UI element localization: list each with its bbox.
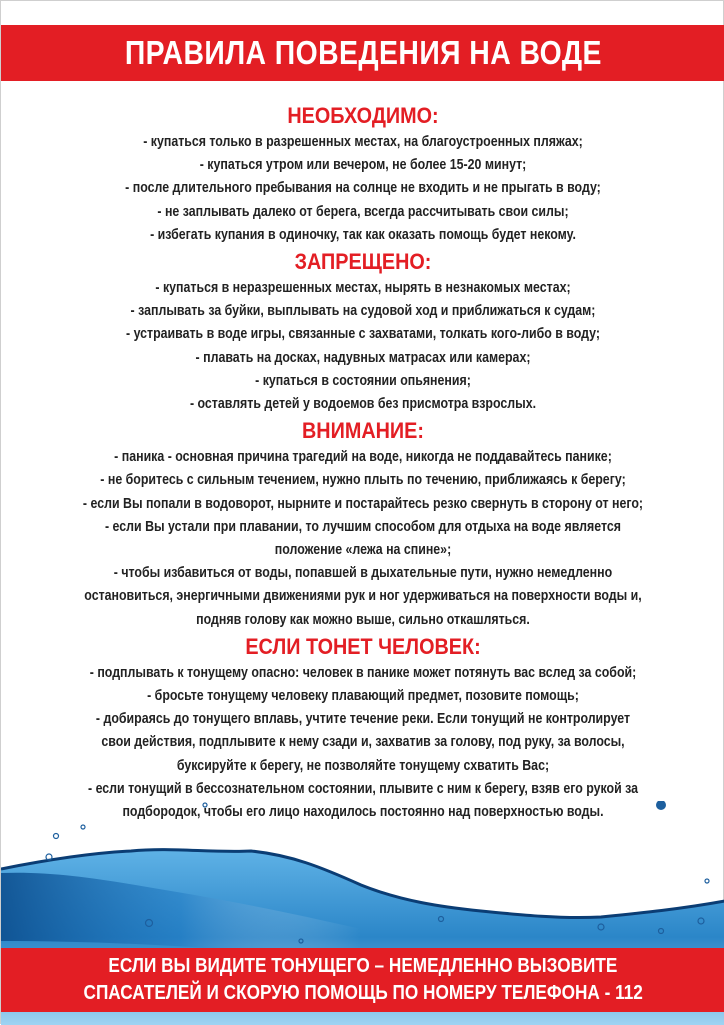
rule-line: - если Вы попали в водоворот, нырните и постарайтесь резко свернуть в сторону от него;: [82, 495, 644, 512]
rule-line: - бросьте тонущему человеку плавающий предмет, позовите помощь;: [147, 688, 579, 705]
rule-line: буксируйте к берегу, не позволяйте тонущему схватить Вас;: [176, 757, 550, 774]
rule-line: - купаться утром или вечером, не более 15-20 минут;: [199, 157, 527, 174]
rule-line: остановиться, энергичными движениями рук и ног удерживаться на поверхности воды и,: [84, 588, 642, 605]
section-title: ЕСЛИ ТОНЕТ ЧЕЛОВЕК:: [245, 633, 481, 659]
rule-line: - добираясь до тонущего вплавь, учтите течение реки. Если тонущий не контролирует: [95, 711, 631, 728]
section-required: [1, 101, 724, 247]
rule-line: - купаться в неразрешенных местах, нырять в незнакомых местах;: [155, 280, 571, 297]
rule-line: - если Вы устали при плавании, то лучшим способом для отдыха на воде является: [104, 518, 621, 535]
rule-line: - устраивать в воде игры, связанные с захватами, толкать кого-либо в воду;: [126, 326, 600, 343]
section-title: ВНИМАНИЕ:: [302, 418, 424, 444]
rule-line: - не заплывать далеко от берега, всегда рассчитывать свои силы;: [157, 203, 569, 220]
footer-warning-line-1: ЕСЛИ ВЫ ВИДИТЕ ТОНУЩЕГО – НЕМЕДЛЕННО ВЫЗОВИТЕ: [108, 955, 618, 977]
rule-line: - избегать купания в одиночку, так как оказать помощь будет некому.: [150, 226, 576, 243]
rule-line: - паника - основная причина трагедий на воде, никогда не поддавайтесь панике;: [114, 449, 612, 466]
section-title: НЕОБХОДИМО:: [287, 103, 439, 128]
rule-line: - подплывать к тонущему опасно: человек в панике может потянуть вас вслед за собой;: [89, 664, 637, 681]
section-drowning: [1, 632, 724, 824]
footer-warning-line-2: СПАСАТЕЛЕЙ И СКОРУЮ ПОМОЩЬ ПО НОМЕРУ ТЕЛЕФОНА - 112: [83, 982, 643, 1004]
rule-line: положение «лежа на спине»;: [274, 542, 452, 559]
rule-line: - после длительного пребывания на солнце не входить и не прыгать в воду;: [125, 180, 601, 197]
rule-line: - плавать на досках, надувных матрасах или камерах;: [195, 349, 531, 366]
rule-line: подбородок, чтобы его лицо находилось постоянно над поверхностью воды.: [122, 804, 604, 821]
rule-line: - если тонущий в бессознательном состоянии, плывите с ним к берегу, взяв его рукой за: [88, 780, 638, 797]
rule-line: - оставлять детей у водоемов без присмотра взрослых.: [189, 396, 537, 413]
rule-line: - купаться в состоянии опьянения;: [255, 372, 471, 389]
rule-line: свои действия, подплывите к нему сзади и, захватив за голову, под руку, за волосы,: [101, 734, 625, 751]
rule-line: - купаться только в разрешенных местах, на благоустроенных пляжах;: [143, 134, 583, 150]
rule-line: подняв голову как можно выше, сильно откашляться.: [196, 611, 530, 628]
rule-line: - не боритесь с сильным течением, нужно плыть по течению, приближаясь к берегу;: [100, 472, 626, 489]
rules-content: [1, 101, 724, 824]
rule-line: - чтобы избавиться от воды, попавшей в дыхательные пути, нужно немедленно: [113, 565, 613, 582]
poster-title: ПРАВИЛА ПОВЕДЕНИЯ НА ВОДЕ: [124, 34, 602, 71]
water-drop: [656, 801, 666, 810]
section-forbidden: [1, 247, 724, 416]
section-attention: [1, 416, 724, 632]
rule-line: - заплывать за буйки, выплывать на судовой ход и приближаться к судам;: [130, 303, 596, 320]
section-title: ЗАПРЕЩЕНО:: [294, 249, 432, 275]
header-banner: [1, 25, 724, 81]
footer-banner: [1, 948, 724, 1012]
